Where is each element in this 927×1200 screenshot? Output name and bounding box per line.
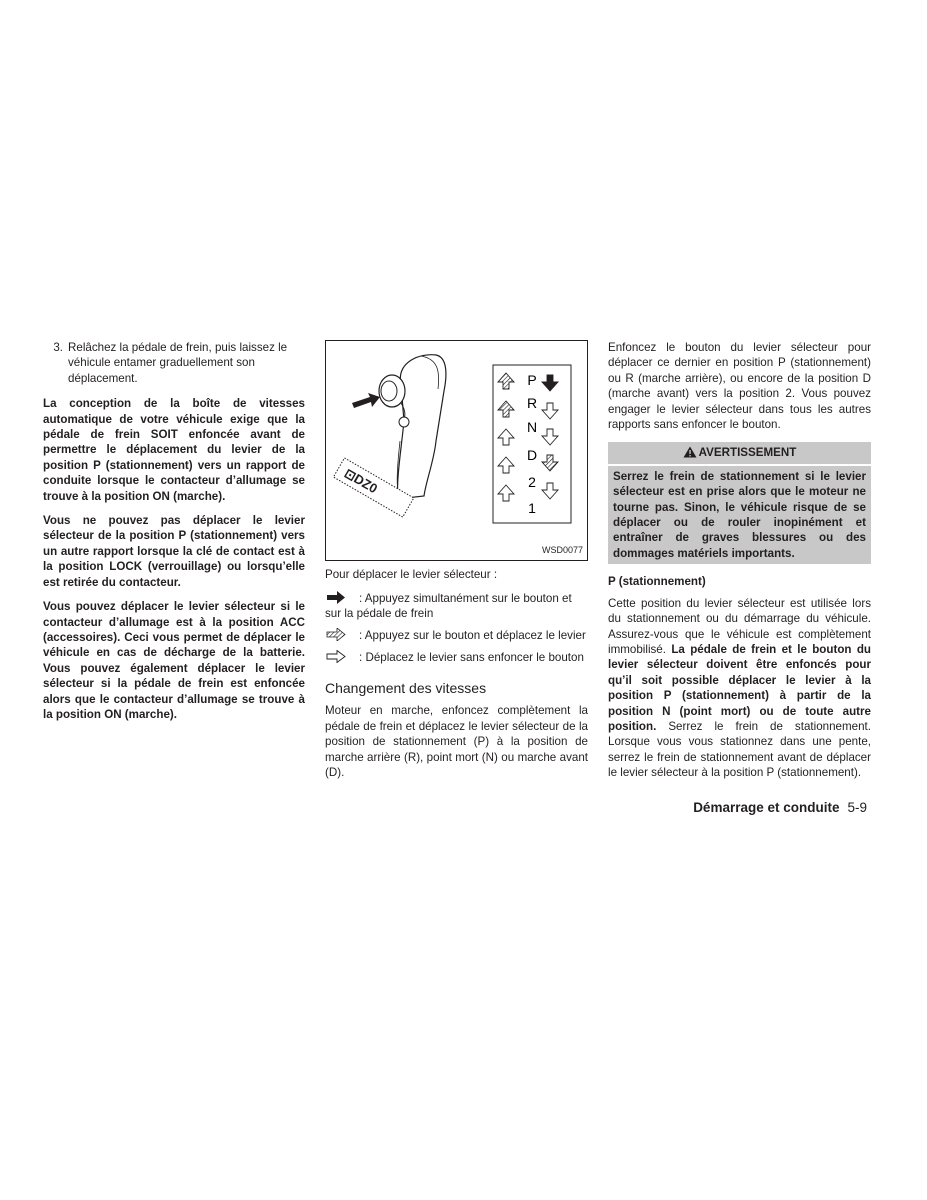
paragraph-park-part-b: La pédale de frein et le bouton du levier sélecteur doivent être enfoncés pour qu’il soit possible déplacer le levier à la position P (stationnement) à partir de la position N (point mort) ou de toute autre position.	[608, 642, 871, 733]
warning-header	[608, 442, 871, 463]
warning-triangle-icon	[683, 446, 697, 458]
legend-row-outline	[325, 650, 588, 665]
paragraph-park-part-c: Serrez le frein de stationnement. Lorsque vous vous stationnez dans une pente, serrez le frein de stationnement avant de déplacer le levier sélecteur à la position P (stationnement).	[608, 719, 871, 780]
warning-text: Serrez le frein de stationnement si le levier sélecteur est en prise alors que le moteur ne tourne pas. Sinon, le véhicule risque de se déplacer ou de rouler inopinément et entraîner de graves blessures ou des dommages matériels importants.	[608, 466, 871, 564]
column-right	[608, 340, 871, 790]
solid-arrow-icon	[325, 591, 347, 604]
column-middle	[325, 340, 588, 789]
page-footer	[693, 800, 867, 815]
figure-code: WSD0077	[541, 544, 583, 555]
column-left	[43, 340, 305, 731]
list-number: 3.	[53, 341, 63, 354]
outline-arrow-icon	[325, 650, 347, 663]
gear-letter-n: N	[526, 419, 538, 435]
legend-text-outline: : Déplacez le levier sans enfoncer le bouton	[359, 651, 584, 665]
legend-text-hatched: : Appuyez sur le bouton et déplacez le levier	[359, 629, 586, 643]
gear-letter-1: 1	[528, 500, 536, 516]
legend-row-hatched	[325, 628, 588, 643]
gear-letter-2: 2	[528, 474, 536, 490]
legend-intro: Pour déplacer le levier sélecteur :	[325, 568, 498, 581]
list-item-step-3	[43, 340, 305, 386]
gear-letter-d: D	[526, 447, 538, 463]
gear-letter-p: P	[527, 372, 537, 388]
shift-lever-figure	[325, 340, 588, 561]
gear-letter-r: R	[526, 395, 538, 411]
legend-row-solid	[325, 591, 588, 621]
legend-text-solid: : Appuyez simultanément sur le bouton et sur la pédale de frein	[325, 592, 572, 621]
paragraph-shifting: Moteur en marche, enfoncez complètement la pédale de frein et déplacez le levier sélecteur de la position de stationnement (P) à la position de marche arrière (R), point mort (N) ou marche avant (D).	[325, 704, 588, 780]
plate-text: ⊡DZ0	[341, 465, 381, 497]
paragraph-brake-design: La conception de la boîte de vitesses automatique de votre véhicule exige que la pédale de frein SOIT enfoncée avant de permettre le déplacement du levier de la position P (stationnement) vers un rapport de conduite lorsque le contacteur d’allumage se trouve à la position ON (marche).	[43, 397, 305, 503]
shift-lever-illustration	[326, 341, 587, 560]
footer-section-title: Démarrage et conduite	[693, 800, 840, 815]
paragraph-park	[608, 596, 871, 781]
hatched-arrow-icon	[325, 628, 347, 641]
paragraph-lock-position: Vous ne pouvez pas déplacer le levier sélecteur de la position P (stationnement) vers un autre rapport lorsque la clé de contact est à la position LOCK (verrouillage) ou lorsqu’elle est retirée du contacteur.	[43, 514, 305, 589]
list-text: Relâchez la pédale de frein, puis laissez le véhicule entamer graduellement son déplacement.	[68, 341, 288, 385]
paragraph-park-part-a: Cette position du levier sélecteur est utilisée lors du stationnement ou du démarrage du véhicule. Assurez-vous que le véhicule est complètement immobilisé.	[608, 596, 871, 656]
section-heading-shifting: Changement des vitesses	[325, 680, 487, 697]
paragraph-button-usage: Enfoncez le bouton du levier sélecteur pour déplacer ce dernier en position P (stationnement) ou R (marche arrière), ou encore de la position D (marche avant) vers la position 2. Vous pouvez engager le levier sélecteur dans tous les autres rapports sans enfoncer le bouton.	[608, 341, 871, 432]
section-heading-park: P (stationnement)	[608, 575, 706, 589]
page-number: 5-9	[847, 800, 867, 815]
warning-title: AVERTISSEMENT	[698, 446, 797, 460]
paragraph-acc-position: Vous pouvez déplacer le levier sélecteur si le contacteur d’allumage est à la position ACC (accessoires). Ceci vous permet de déplacer le véhicule en cas de décharge de la batterie. Vous pouvez également déplacer le levier sélecteur si la pédale de frein est enfoncée alors que le contacteur d’allumage se trouve à la position ON (marche).	[43, 600, 305, 721]
